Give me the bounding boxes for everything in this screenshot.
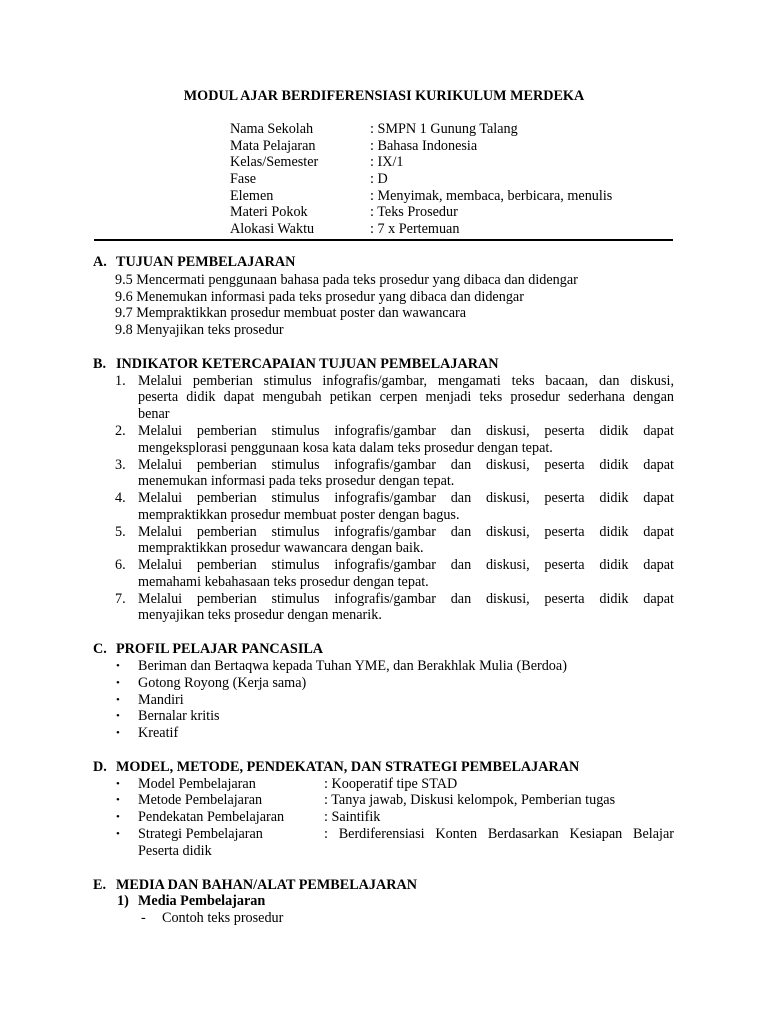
indicator-number: 3. xyxy=(115,457,126,473)
identity-label: Nama Sekolah xyxy=(230,121,314,137)
bullet-icon: • xyxy=(116,794,120,806)
identity-label: Kelas/Semester xyxy=(230,154,319,170)
identity-label: Materi Pokok xyxy=(230,204,308,220)
bullet-icon: • xyxy=(116,660,120,672)
indicator-number: 2. xyxy=(115,423,126,439)
section-title: MEDIA DAN BAHAN/ALAT PEMBELAJARAN xyxy=(116,877,417,893)
sub-number: 1) xyxy=(117,893,129,909)
section-letter: E. xyxy=(93,877,107,893)
objective-item: 9.6 Menemukan informasi pada teks prosedur yang dibaca dan didengar xyxy=(115,289,524,305)
bullet-icon: • xyxy=(116,677,120,689)
profile-item: Bernalar kritis xyxy=(138,708,220,724)
section-d-heading xyxy=(93,759,579,776)
identity-label: Elemen xyxy=(230,188,274,204)
indicator-line: Melalui pemberian stimulus infografis/gambar dan diskusi, peserta didik dapat xyxy=(138,557,674,573)
section-e-heading xyxy=(93,877,417,894)
method-value: : Tanya jawab, Diskusi kelompok, Pemberian tugas xyxy=(324,792,616,808)
section-c-heading xyxy=(93,641,323,658)
section-letter: C. xyxy=(93,641,107,657)
indicator-line: menyajikan teks prosedur dengan menarik. xyxy=(138,607,382,623)
indicator-number: 5. xyxy=(115,524,126,540)
indicator-line: benar xyxy=(138,406,170,422)
media-item: Contoh teks prosedur xyxy=(162,910,284,926)
method-label: Pendekatan Pembelajaran xyxy=(138,809,285,825)
sub-heading: Media Pembelajaran xyxy=(138,893,266,909)
profile-item: Beriman dan Bertaqwa kepada Tuhan YME, dan Berakhlak Mulia (Berdoa) xyxy=(138,658,567,674)
bullet-icon: • xyxy=(116,694,120,706)
indicator-line: Melalui pemberian stimulus infografis/gambar dan diskusi, peserta didik dapat xyxy=(138,490,674,506)
indicator-line: menemukan informasi pada teks prosedur dengan tepat. xyxy=(138,473,455,489)
section-letter: B. xyxy=(93,356,107,372)
section-title: INDIKATOR KETERCAPAIAN TUJUAN PEMBELAJARAN xyxy=(116,356,499,372)
method-continuation: Peserta didik xyxy=(138,843,212,859)
identity-value: : Teks Prosedur xyxy=(370,204,458,220)
section-letter: D. xyxy=(93,759,107,775)
indicator-line: Melalui pemberian stimulus infografis/gambar dan diskusi, peserta didik dapat xyxy=(138,423,674,439)
document-title: MODUL AJAR BERDIFERENSIASI KURIKULUM MERDEKA xyxy=(183,88,585,104)
bullet-icon: • xyxy=(116,710,120,722)
identity-value: : SMPN 1 Gunung Talang xyxy=(370,121,518,137)
bullet-icon: • xyxy=(116,828,120,840)
identity-value: : Bahasa Indonesia xyxy=(370,138,478,154)
method-value: : Berdiferensiasi Konten Berdasarkan Kesiapan Belajar xyxy=(324,826,674,842)
indicator-line: mempraktikkan prosedur membuat poster dengan bagus. xyxy=(138,507,460,523)
profile-item: Gotong Royong (Kerja sama) xyxy=(138,675,307,691)
indicator-line: mempraktikkan prosedur wawancara dengan baik. xyxy=(138,540,424,556)
indicator-line: mengeksplorasi penggunaan kosa kata dalam teks prosedur dengan tepat. xyxy=(138,440,553,456)
identity-label: Fase xyxy=(230,171,257,187)
section-letter: A. xyxy=(93,254,107,270)
header-divider xyxy=(94,239,673,241)
bullet-icon: • xyxy=(116,778,120,790)
objective-item: 9.7 Mempraktikkan prosedur membuat poster dan wawancara xyxy=(115,305,467,321)
objective-item: 9.5 Mencermati penggunaan bahasa pada teks prosedur yang dibaca dan didengar xyxy=(115,272,578,288)
indicator-line: Melalui pemberian stimulus infografis/gambar dan diskusi, peserta didik dapat xyxy=(138,457,674,473)
dash-marker: - xyxy=(141,910,146,926)
method-value: : Saintifik xyxy=(324,809,381,825)
profile-item: Kreatif xyxy=(138,725,179,741)
indicator-number: 7. xyxy=(115,591,126,607)
method-value: : Kooperatif tipe STAD xyxy=(324,776,458,792)
method-label: Model Pembelajaran xyxy=(138,776,256,792)
indicator-line: Melalui pemberian stimulus infografis/gambar dan diskusi, peserta didik dapat xyxy=(138,591,674,607)
indicator-line: peserta didik dapat mengubah petikan cerpen menjadi teks prosedur sederhana dengan xyxy=(138,389,674,405)
method-label: Strategi Pembelajaran xyxy=(138,826,263,842)
profile-item: Mandiri xyxy=(138,692,184,708)
identity-label: Alokasi Waktu xyxy=(230,221,315,237)
indicator-number: 1. xyxy=(115,373,126,389)
indicator-number: 6. xyxy=(115,557,126,573)
section-title: MODEL, METODE, PENDEKATAN, DAN STRATEGI PEMBELAJARAN xyxy=(116,759,580,775)
section-b-heading xyxy=(93,356,498,373)
identity-value: : IX/1 xyxy=(370,154,404,170)
identity-label: Mata Pelajaran xyxy=(230,138,316,154)
indicator-line: Melalui pemberian stimulus infografis/gambar, mengamati teks bacaan, dan diskusi, xyxy=(138,373,674,389)
indicator-line: memahami kebahasaan teks prosedur dengan tepat. xyxy=(138,574,429,590)
section-a-heading xyxy=(93,254,295,271)
identity-value: : D xyxy=(370,171,388,187)
method-label: Metode Pembelajaran xyxy=(138,792,263,808)
section-title: TUJUAN PEMBELAJARAN xyxy=(116,254,296,270)
indicator-line: Melalui pemberian stimulus infografis/gambar dan diskusi, peserta didik dapat xyxy=(138,524,674,540)
bullet-icon: • xyxy=(116,811,120,823)
identity-value: : Menyimak, membaca, berbicara, menulis xyxy=(370,188,613,204)
identity-value: : 7 x Pertemuan xyxy=(370,221,460,237)
indicator-number: 4. xyxy=(115,490,126,506)
objective-item: 9.8 Menyajikan teks prosedur xyxy=(115,322,284,338)
bullet-icon: • xyxy=(116,727,120,739)
section-title: PROFIL PELAJAR PANCASILA xyxy=(116,641,324,657)
